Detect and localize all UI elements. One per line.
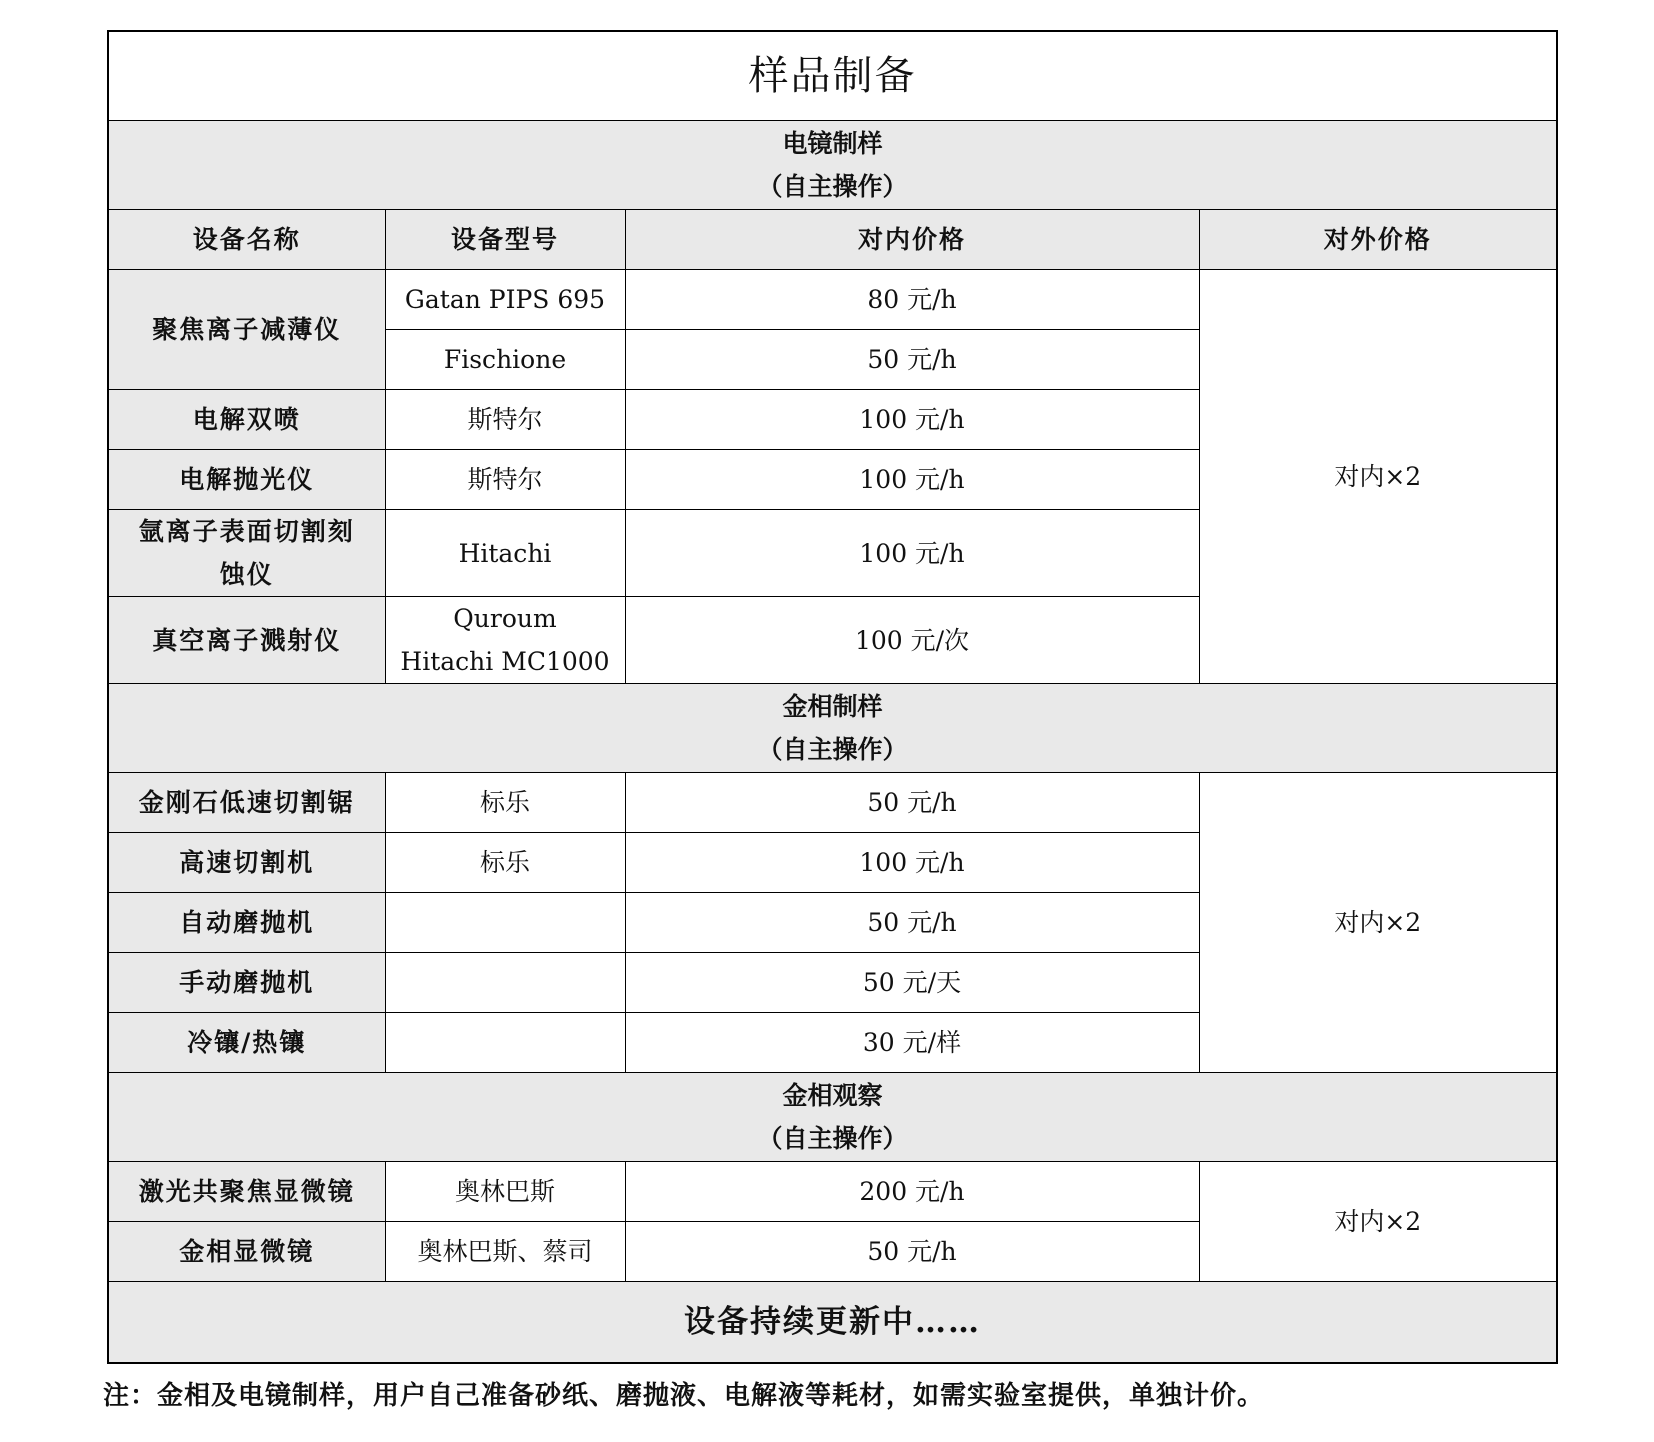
section-header-metallographic-observation (108, 1073, 1557, 1162)
section-title: 金相观察 (782, 1081, 883, 1110)
internal-price: 50 元/h (625, 893, 1199, 953)
equipment-model: 斯特尔 (385, 450, 625, 510)
equipment-model: 标乐 (385, 833, 625, 893)
equipment-model: Gatan PIPS 695 (385, 270, 625, 330)
equipment-model-line: Quroum (453, 604, 557, 633)
equipment-name: 金相显微镜 (108, 1222, 385, 1282)
column-header-model: 设备型号 (385, 210, 625, 270)
equipment-name: 高速切割机 (108, 833, 385, 893)
section-title: 金相制样 (782, 692, 883, 721)
equipment-name: 电解双喷 (108, 390, 385, 450)
section-title: 电镜制样 (782, 129, 883, 158)
internal-price: 50 元/h (625, 1222, 1199, 1282)
external-price: 对内×2 (1199, 773, 1557, 1073)
section-header-em-prep (108, 121, 1557, 210)
equipment-name: 金刚石低速切割锯 (108, 773, 385, 833)
equipment-name: 激光共聚焦显微镜 (108, 1162, 385, 1222)
equipment-model (385, 597, 625, 684)
equipment-name-line: 氩离子表面切割刻 (138, 517, 355, 546)
column-header-external-price: 对外价格 (1199, 210, 1557, 270)
equipment-model: 标乐 (385, 773, 625, 833)
equipment-model (385, 1013, 625, 1073)
internal-price: 100 元/h (625, 833, 1199, 893)
sample-preparation-price-table (107, 30, 1558, 1364)
equipment-model: Hitachi (385, 510, 625, 597)
section-subtitle: （自主操作） (757, 172, 908, 201)
section-header-metallographic-prep (108, 684, 1557, 773)
internal-price: 100 元/h (625, 390, 1199, 450)
equipment-model (385, 893, 625, 953)
equipment-name: 手动磨抛机 (108, 953, 385, 1013)
equipment-name-line: 蚀仪 (219, 560, 274, 589)
internal-price: 50 元/天 (625, 953, 1199, 1013)
equipment-name: 聚焦离子减薄仪 (108, 270, 385, 390)
column-header-internal-price: 对内价格 (625, 210, 1199, 270)
equipment-model: 奥林巴斯 (385, 1162, 625, 1222)
internal-price: 30 元/样 (625, 1013, 1199, 1073)
internal-price: 50 元/h (625, 773, 1199, 833)
equipment-name: 自动磨抛机 (108, 893, 385, 953)
internal-price: 200 元/h (625, 1162, 1199, 1222)
internal-price: 100 元/h (625, 450, 1199, 510)
internal-price: 100 元/次 (625, 597, 1199, 684)
section-subtitle: （自主操作） (757, 1124, 908, 1153)
section-subtitle: （自主操作） (757, 735, 908, 764)
equipment-name (108, 510, 385, 597)
equipment-model: Fischione (385, 330, 625, 390)
equipment-model-line: Hitachi MC1000 (400, 647, 610, 676)
equipment-model: 奥林巴斯、蔡司 (385, 1222, 625, 1282)
table-row (108, 773, 1557, 833)
column-header-name: 设备名称 (108, 210, 385, 270)
external-price: 对内×2 (1199, 1162, 1557, 1282)
footnote: 注：金相及电镜制样，用户自己准备砂纸、磨抛液、电解液等耗材，如需实验室提供，单独计价。 (103, 1381, 1265, 1411)
internal-price: 100 元/h (625, 510, 1199, 597)
equipment-model (385, 953, 625, 1013)
internal-price: 80 元/h (625, 270, 1199, 330)
table-row (108, 1162, 1557, 1222)
equipment-model: 斯特尔 (385, 390, 625, 450)
equipment-name: 冷镶/热镶 (108, 1013, 385, 1073)
external-price: 对内×2 (1199, 270, 1557, 684)
table-title: 样品制备 (108, 31, 1557, 121)
internal-price: 50 元/h (625, 330, 1199, 390)
equipment-updating-notice: 设备持续更新中…… (108, 1282, 1557, 1364)
equipment-name: 真空离子溅射仪 (108, 597, 385, 684)
equipment-name: 电解抛光仪 (108, 450, 385, 510)
table-row (108, 270, 1557, 330)
